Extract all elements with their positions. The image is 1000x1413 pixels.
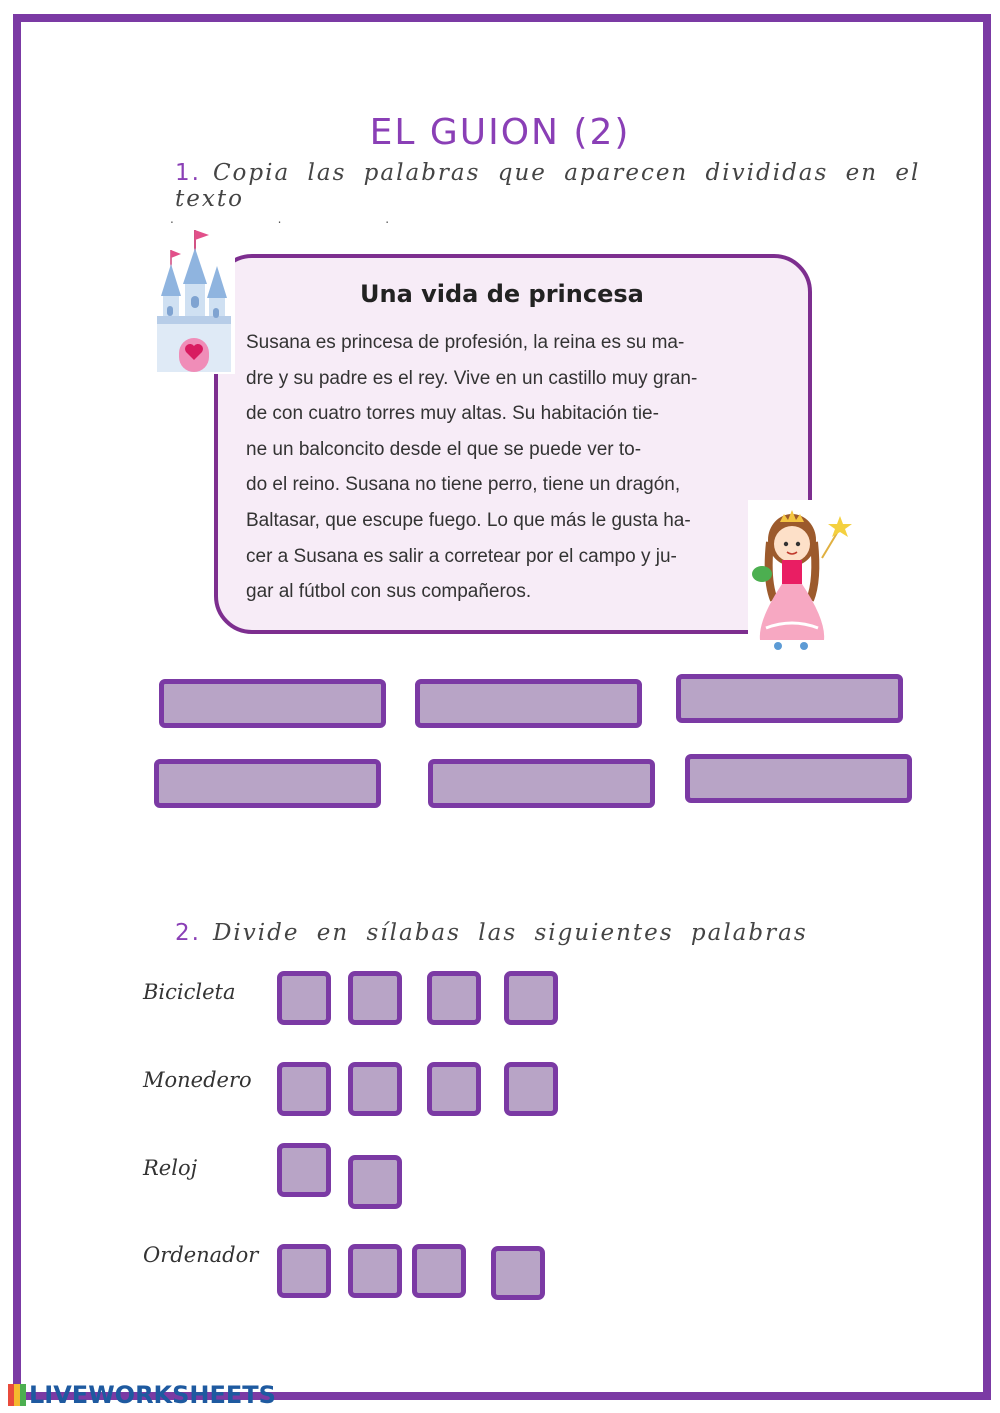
syllable-box[interactable]	[412, 1244, 466, 1298]
page-title: EL GUION (2)	[369, 112, 631, 153]
story-line: gar al fútbol con sus compañeros.	[246, 581, 532, 603]
exercise-2-instruction	[175, 920, 808, 946]
syllable-box[interactable]	[504, 1062, 558, 1116]
story-text	[246, 325, 766, 610]
story-line: de con cuatro torres muy altas. Su habitación tie-	[246, 403, 659, 425]
syllable-box[interactable]	[277, 1143, 331, 1197]
story-line: dre y su padre es el rey. Vive en un castillo muy gran-	[246, 367, 698, 389]
syllable-box[interactable]	[427, 971, 481, 1025]
word-reloj: Reloj	[143, 1156, 198, 1180]
answer-box[interactable]	[428, 759, 655, 808]
syllable-box[interactable]	[277, 1062, 331, 1116]
exercise-2-text: Divide en sílabas las siguientes palabras	[212, 920, 808, 946]
word-bicicleta: Bicicleta	[143, 980, 236, 1004]
syllable-box[interactable]	[348, 1244, 402, 1298]
syllable-box[interactable]	[348, 1155, 402, 1209]
princess-illustration	[748, 500, 856, 652]
syllable-box[interactable]	[491, 1246, 545, 1300]
liveworksheets-logo	[8, 1381, 276, 1409]
answer-box[interactable]	[159, 679, 386, 728]
answer-box[interactable]	[415, 679, 642, 728]
logo-text: LIVEWORKSHEETS	[29, 1381, 276, 1409]
story-line: cer a Susana es salir a corretear por el campo y ju-	[246, 545, 677, 567]
syllable-box[interactable]	[277, 1244, 331, 1298]
word-monedero: Monedero	[143, 1068, 252, 1092]
logo-icon	[8, 1384, 26, 1406]
syllable-box[interactable]	[348, 1062, 402, 1116]
castle-illustration	[153, 226, 235, 374]
syllable-box[interactable]	[427, 1062, 481, 1116]
exercise-2-number: 2.	[175, 920, 201, 946]
exercise-1-instruction	[175, 160, 1000, 212]
story-line: Baltasar, que escupe fuego. Lo que más le gusta ha-	[246, 509, 691, 531]
story-line: ne un balconcito desde el que se puede ver to-	[246, 438, 642, 460]
syllable-box[interactable]	[348, 971, 402, 1025]
story-line: do el reino. Susana no tiene perro, tiene un dragón,	[246, 474, 681, 496]
story-line: Susana es princesa de profesión, la reina es su ma-	[246, 332, 685, 353]
exercise-1-number: 1.	[175, 160, 201, 186]
syllable-box[interactable]	[504, 971, 558, 1025]
word-ordenador: Ordenador	[143, 1243, 259, 1267]
answer-box[interactable]	[154, 759, 381, 808]
decorative-dots: . . .	[170, 212, 440, 226]
answer-box[interactable]	[676, 674, 903, 723]
exercise-1-text: Copia las palabras que aparecen divididas en el texto	[175, 160, 921, 212]
story-title: Una vida de princesa	[360, 280, 644, 308]
syllable-box[interactable]	[277, 971, 331, 1025]
answer-box[interactable]	[685, 754, 912, 803]
